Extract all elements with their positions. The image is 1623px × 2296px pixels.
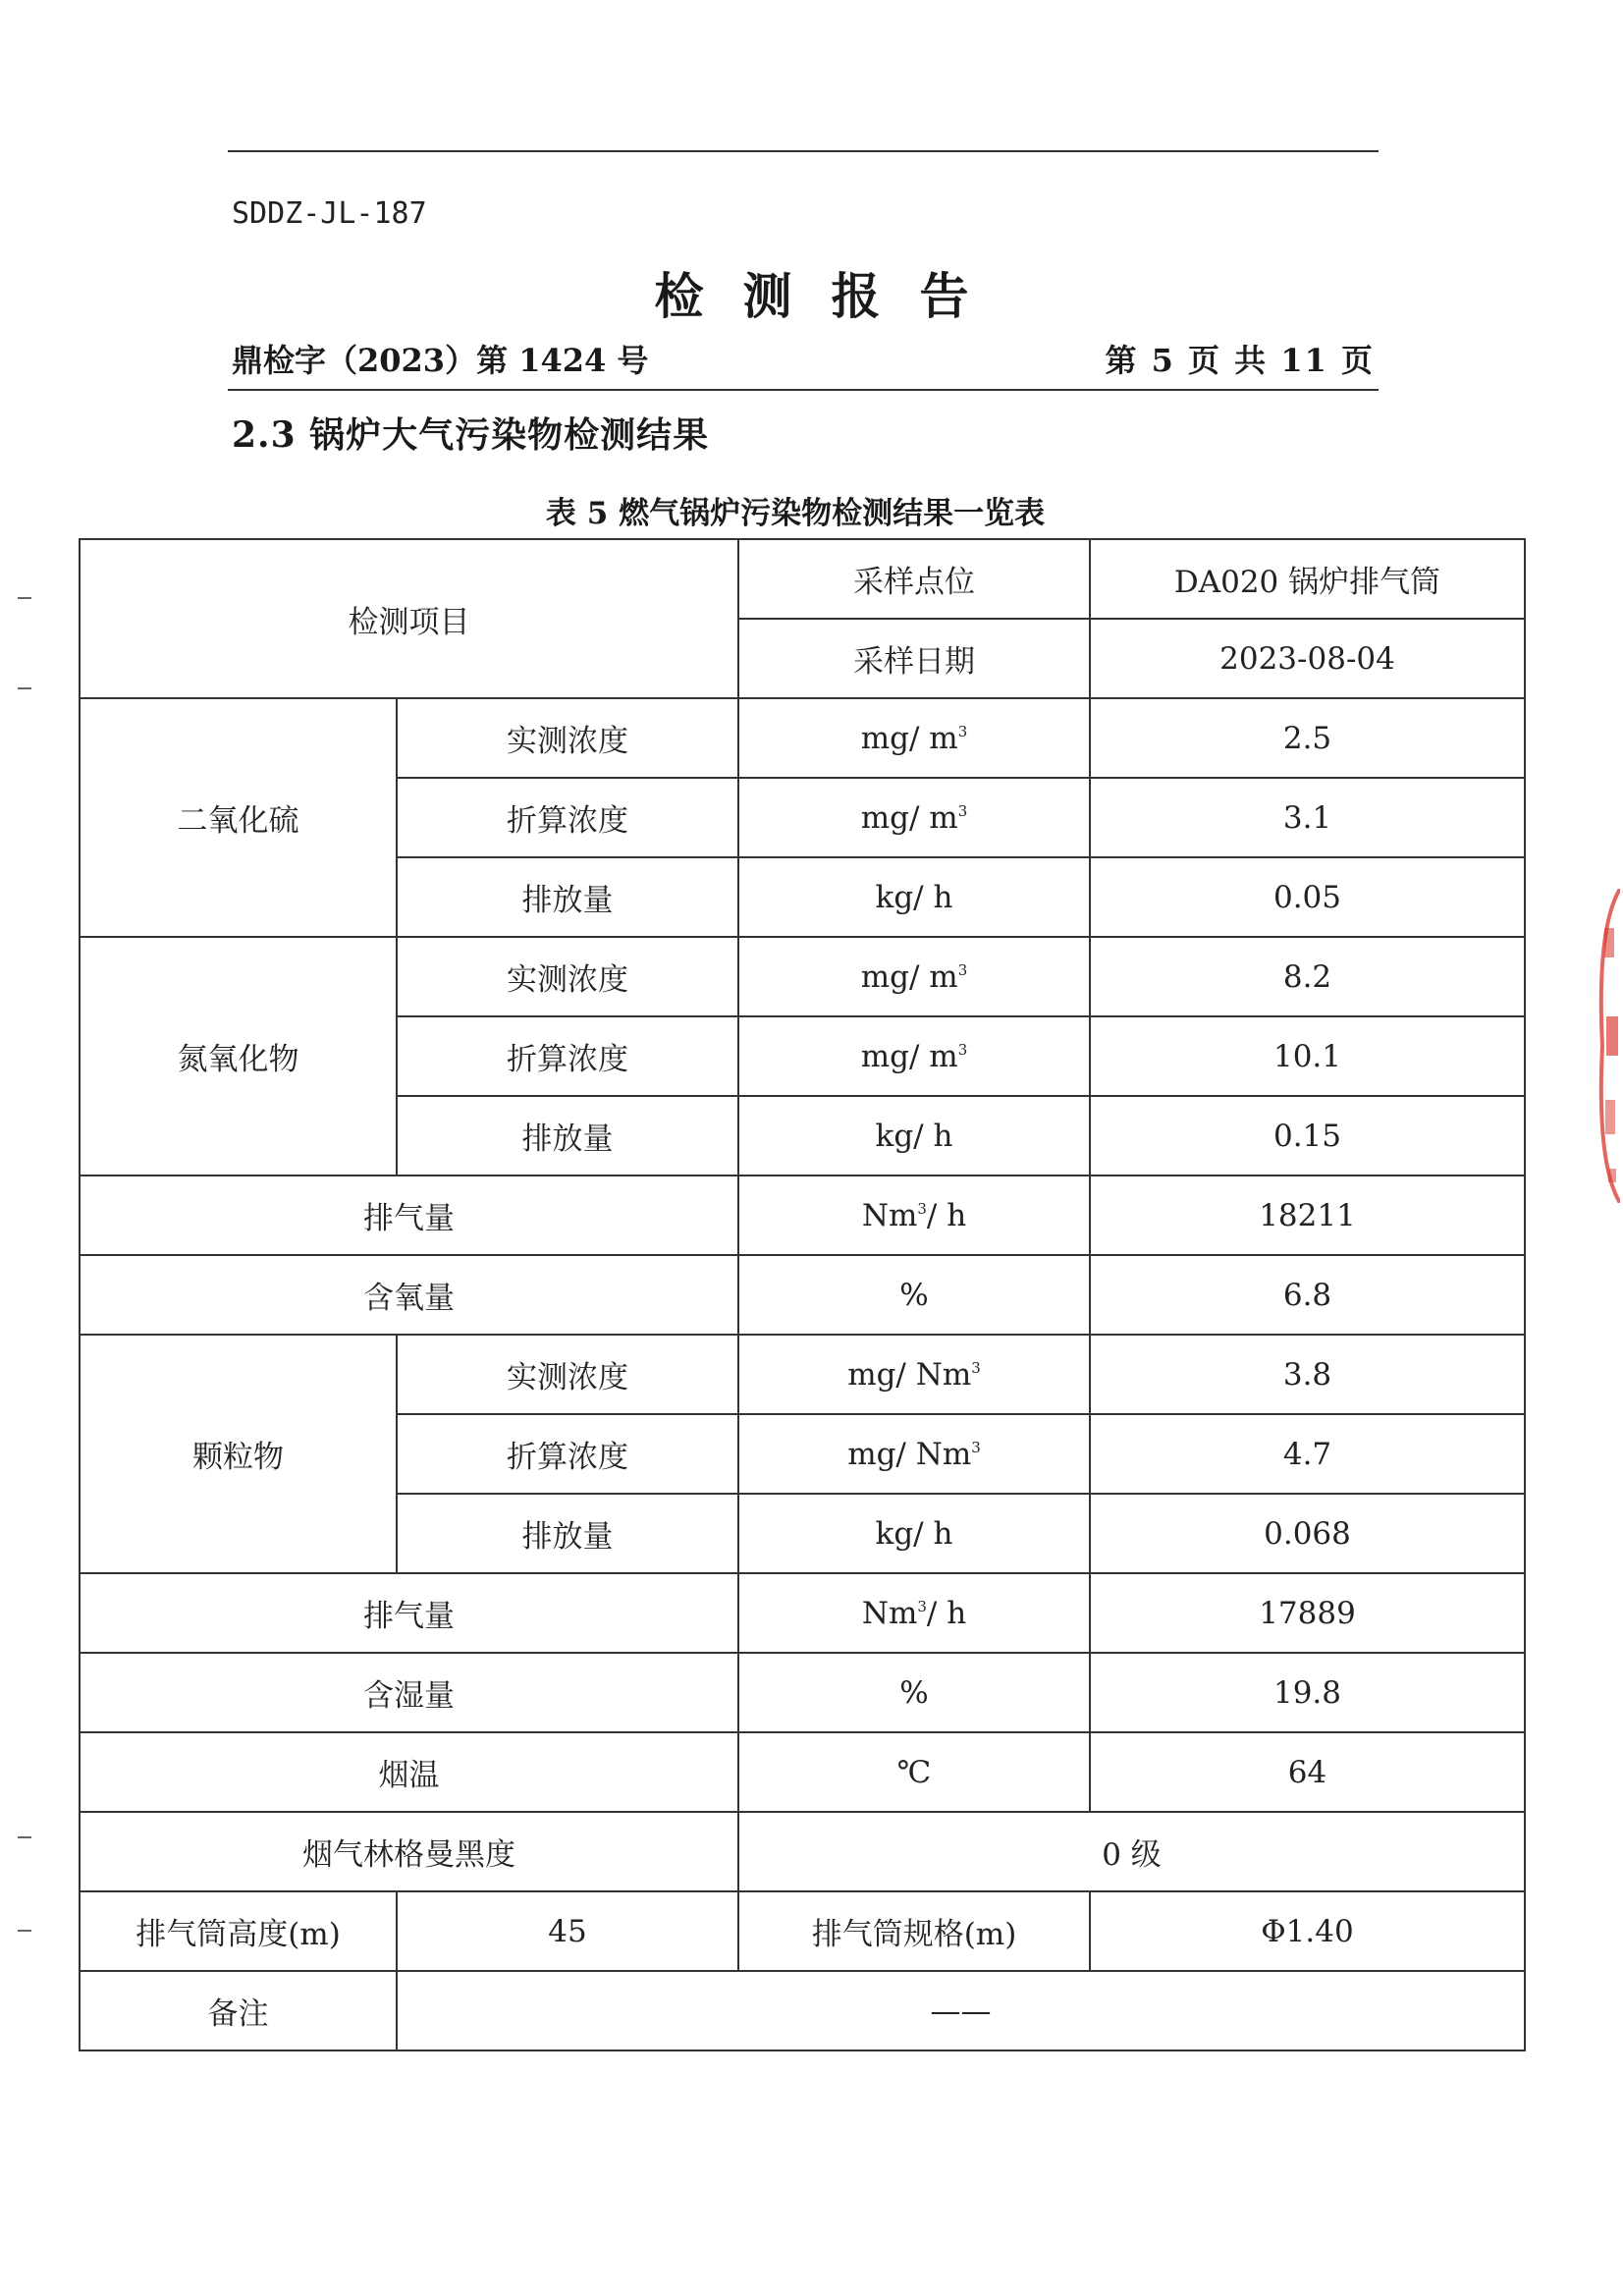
sub-item: 实测浓度 bbox=[397, 1335, 738, 1414]
table-row bbox=[80, 1255, 1525, 1335]
unit-cell bbox=[738, 1016, 1090, 1096]
sampling-point-value: DA020 锅炉排气筒 bbox=[1090, 539, 1525, 619]
sub-item: 排放量 bbox=[397, 857, 738, 937]
table-row bbox=[80, 1335, 1525, 1414]
value-cell: 3.1 bbox=[1090, 778, 1525, 857]
unit-cell bbox=[738, 1335, 1090, 1414]
unit-tail: / h bbox=[926, 1595, 967, 1631]
page-info: 第 5 页 共 11 页 bbox=[1105, 342, 1375, 379]
unit-text: Nm bbox=[861, 1197, 918, 1233]
unit-tail: / h bbox=[926, 1197, 967, 1233]
table-caption: 表 5 燃气锅炉污染物检测结果一览表 bbox=[545, 496, 1046, 531]
sub-item: 折算浓度 bbox=[397, 778, 738, 857]
sub-item: 折算浓度 bbox=[397, 1414, 738, 1494]
remark-label: 备注 bbox=[80, 1971, 397, 2050]
value-cell: 6.8 bbox=[1090, 1255, 1525, 1335]
results-table bbox=[79, 538, 1526, 2051]
margin-mark bbox=[18, 687, 31, 689]
unit-sup: 3 bbox=[971, 1358, 981, 1377]
item-ringelmann: 烟气林格曼黑度 bbox=[80, 1812, 738, 1891]
unit-text: mg/ m bbox=[860, 720, 958, 756]
item-exhaust-volume: 排气量 bbox=[80, 1175, 738, 1255]
unit-cell: kg/ h bbox=[738, 857, 1090, 937]
unit-sup: 3 bbox=[917, 1597, 927, 1615]
table-row bbox=[80, 1175, 1525, 1255]
value-cell: 18211 bbox=[1090, 1175, 1525, 1255]
unit-text: mg/ m bbox=[860, 958, 958, 995]
sampling-date-label: 采样日期 bbox=[738, 619, 1090, 698]
report-ref-line bbox=[228, 342, 1379, 391]
section-heading: 2.3 锅炉大气污染物检测结果 bbox=[232, 414, 710, 456]
sub-item: 排放量 bbox=[397, 1494, 738, 1573]
item-moisture: 含湿量 bbox=[80, 1653, 738, 1732]
margin-mark bbox=[18, 597, 31, 599]
stack-spec-label: 排气筒规格(m) bbox=[738, 1891, 1090, 1971]
unit-cell bbox=[738, 698, 1090, 778]
value-cell: 3.8 bbox=[1090, 1335, 1525, 1414]
unit-text: mg/ Nm bbox=[847, 1356, 972, 1393]
group-so2: 二氧化硫 bbox=[80, 698, 397, 937]
table-row bbox=[80, 1812, 1525, 1891]
header-item-cell: 检测项目 bbox=[80, 539, 738, 698]
value-cell: 8.2 bbox=[1090, 937, 1525, 1016]
table-row bbox=[80, 937, 1525, 1016]
value-cell: 2.5 bbox=[1090, 698, 1525, 778]
sub-item: 实测浓度 bbox=[397, 937, 738, 1016]
unit-text: mg/ Nm bbox=[847, 1436, 972, 1472]
item-flue-temp: 烟温 bbox=[80, 1732, 738, 1812]
table-row bbox=[80, 1732, 1525, 1812]
value-cell: 4.7 bbox=[1090, 1414, 1525, 1494]
unit-cell: kg/ h bbox=[738, 1096, 1090, 1175]
sub-item: 折算浓度 bbox=[397, 1016, 738, 1096]
sampling-point-label: 采样点位 bbox=[738, 539, 1090, 619]
unit-sup: 3 bbox=[971, 1438, 981, 1456]
unit-cell bbox=[738, 1414, 1090, 1494]
header-rule bbox=[228, 150, 1379, 152]
table-row bbox=[80, 539, 1525, 619]
unit-text: Nm bbox=[861, 1595, 918, 1631]
value-cell: 0.068 bbox=[1090, 1494, 1525, 1573]
table-row bbox=[80, 1971, 1525, 2050]
table-row bbox=[80, 1573, 1525, 1653]
value-cell: 0.05 bbox=[1090, 857, 1525, 937]
unit-sup: 3 bbox=[957, 801, 968, 820]
unit-cell bbox=[738, 937, 1090, 1016]
sampling-date-value: 2023-08-04 bbox=[1090, 619, 1525, 698]
stack-height-value: 45 bbox=[397, 1891, 738, 1971]
value-cell: 10.1 bbox=[1090, 1016, 1525, 1096]
table-row bbox=[80, 698, 1525, 778]
unit-cell bbox=[738, 1573, 1090, 1653]
unit-cell: ℃ bbox=[738, 1732, 1090, 1812]
table-row bbox=[80, 1891, 1525, 1971]
unit-cell bbox=[738, 1175, 1090, 1255]
sub-item: 排放量 bbox=[397, 1096, 738, 1175]
value-cell: 17889 bbox=[1090, 1573, 1525, 1653]
stack-spec-value: Φ1.40 bbox=[1090, 1891, 1525, 1971]
value-cell: 64 bbox=[1090, 1732, 1525, 1812]
unit-cell bbox=[738, 778, 1090, 857]
margin-mark bbox=[18, 1930, 31, 1932]
unit-cell: % bbox=[738, 1653, 1090, 1732]
unit-text: mg/ m bbox=[860, 1038, 958, 1074]
value-cell: 19.8 bbox=[1090, 1653, 1525, 1732]
unit-sup: 3 bbox=[957, 1040, 968, 1059]
report-number: 鼎检字（2023）第 1424 号 bbox=[232, 342, 649, 379]
unit-text: mg/ m bbox=[860, 799, 958, 836]
page-title: 检测报告 bbox=[654, 267, 1008, 325]
doc-code: SDDZ-JL-187 bbox=[232, 196, 427, 231]
table-row bbox=[80, 1653, 1525, 1732]
value-cell: 0.15 bbox=[1090, 1096, 1525, 1175]
value-cell: 0 级 bbox=[738, 1812, 1525, 1891]
stack-height-label: 排气筒高度(m) bbox=[80, 1891, 397, 1971]
margin-mark bbox=[18, 1836, 31, 1838]
remark-value: —— bbox=[397, 1971, 1525, 2050]
group-pm: 颗粒物 bbox=[80, 1335, 397, 1573]
seal-stamp-partial bbox=[1593, 889, 1620, 1203]
sub-item: 实测浓度 bbox=[397, 698, 738, 778]
unit-sup: 3 bbox=[957, 960, 968, 979]
item-exhaust-volume: 排气量 bbox=[80, 1573, 738, 1653]
unit-sup: 3 bbox=[917, 1199, 927, 1218]
item-oxygen: 含氧量 bbox=[80, 1255, 738, 1335]
unit-cell: kg/ h bbox=[738, 1494, 1090, 1573]
unit-cell: % bbox=[738, 1255, 1090, 1335]
group-nox: 氮氧化物 bbox=[80, 937, 397, 1175]
unit-sup: 3 bbox=[957, 722, 968, 740]
